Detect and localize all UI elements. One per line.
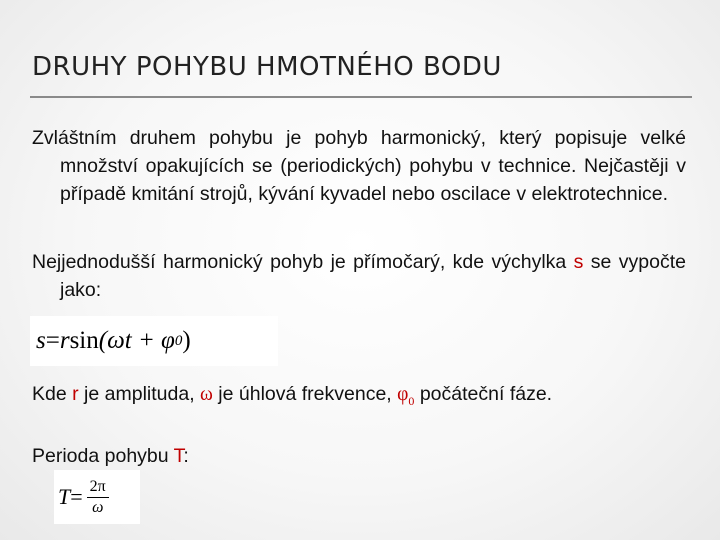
period-formula [54,470,140,524]
variable-phi: φ [397,384,409,405]
paragraph-harmonic-intro: Zvláštním druhem pohybu je pohyb harmonický, který popisuje velké množství opakujících se (periodických) pohybu v technice. Nejčastěji v případě kmitání strojů, kývání kyvadel nebo oscilace v elektrotechnice. [32,127,686,205]
formula-equals: = [70,484,83,509]
text-segment: je amplituda, [78,383,201,405]
text-segment: Perioda pohybu [32,445,174,467]
fraction-denominator: ω [92,498,104,516]
formula-subscript: 0 [174,332,183,349]
formula-lhs: s [36,327,46,354]
text-segment: je úhlová frekvence, [212,383,398,405]
variable-phi-subscript: 0 [408,393,415,408]
text-segment: počáteční fáze. [414,383,553,405]
slide-title: DRUHY POHYBU HMOTNÉHO BODU [32,52,502,82]
paragraph-variable-definitions [32,380,686,415]
formula-close-paren: ) [182,327,191,354]
formula-argument: (ωt + φ [98,327,175,354]
text-segment: Nejjednodušší harmonický pohyb je přímočarý, kde výchylka [32,251,574,273]
variable-omega: ω [200,384,213,405]
text-segment: se vypočte jako: [60,251,686,301]
formula-equals: = [45,327,60,354]
text-segment: Kde [32,383,73,405]
fraction-numerator: 2π [87,477,109,498]
variable-s: s [573,251,584,273]
fraction [87,477,109,518]
title-divider [30,96,692,98]
paragraph-simplest-harmonic [32,248,686,304]
displacement-formula [30,316,278,366]
text-segment: : [183,445,189,467]
paragraph-period [32,442,686,470]
variable-r: r [72,383,79,405]
formula-amplitude: r [59,327,70,354]
variable-T: T [173,445,184,467]
formula-lhs: T [58,484,71,509]
formula-sin: sin [69,327,99,354]
